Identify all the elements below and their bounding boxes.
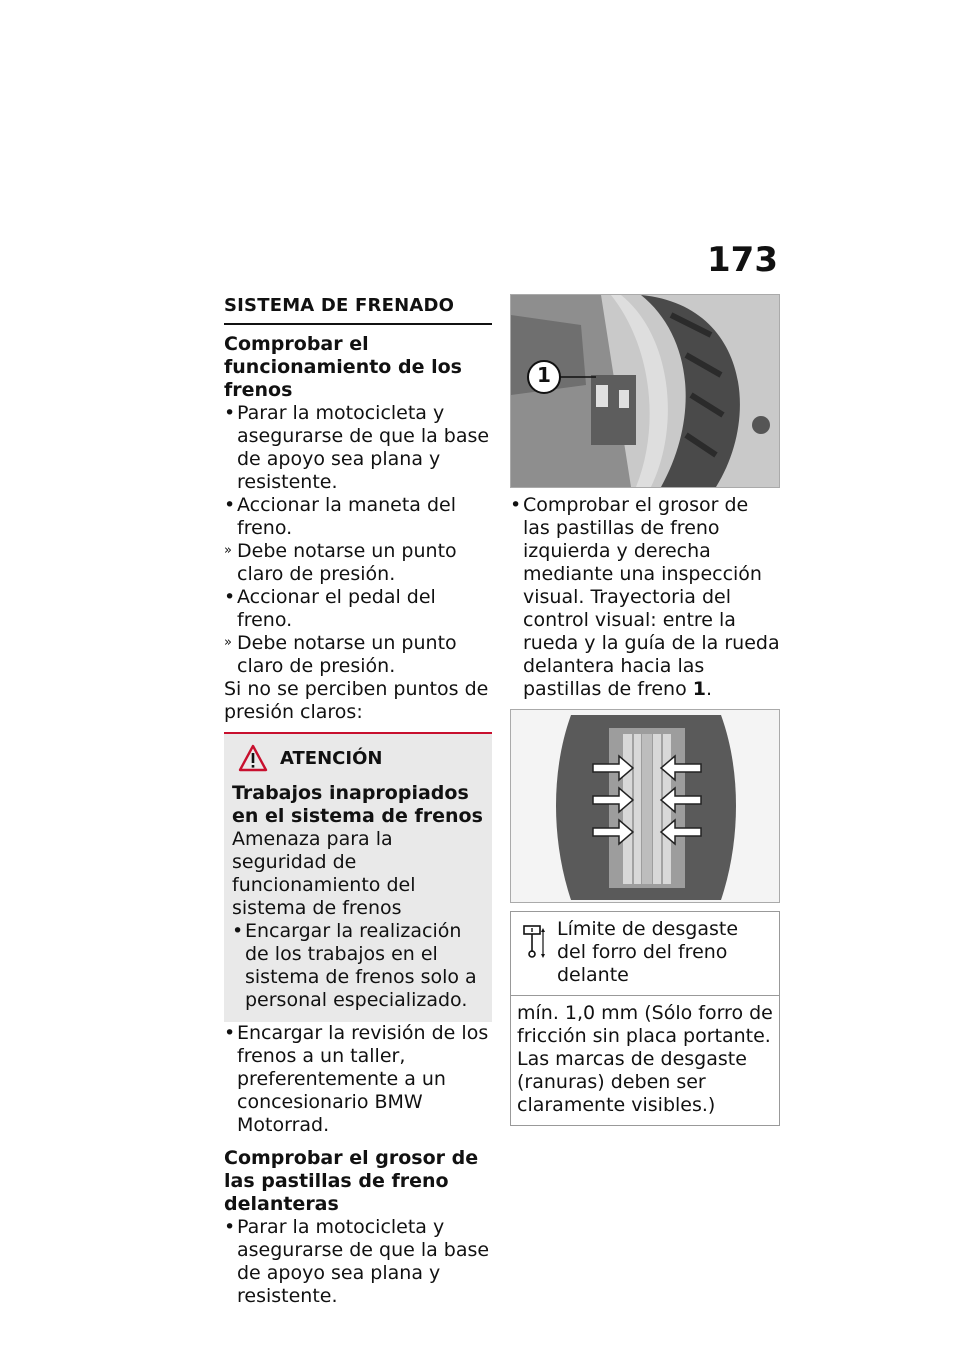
callout-ref-1: 1 (692, 678, 706, 700)
figure-brake-pads (510, 709, 780, 903)
warning-triangle-icon (238, 744, 268, 772)
spec-box-wear-limit (510, 911, 780, 1126)
result-item: » Debe notarse un punto claro de presión. (224, 540, 457, 585)
figure-callout-1: 1 (537, 363, 551, 387)
warning-header (232, 744, 484, 772)
result-item: » Debe notarse un punto claro de presión. (224, 632, 457, 677)
warning-consequence: Amenaza para la seguridad de funcionamiento del sistema de frenos (232, 828, 416, 919)
page-number: 173 (707, 240, 778, 280)
right-column (510, 294, 780, 1126)
section-title: SISTEMA DE FRENADO (224, 294, 492, 325)
warning-title: ATENCIÓN (280, 747, 383, 769)
brake-wear-gauge-icon (521, 924, 547, 960)
step-item: • Parar la motocicleta y asegurarse de que la base de apoyo sea plana y resistente. (224, 402, 490, 493)
front-wheel-illustration (511, 295, 779, 487)
warning-steps (232, 920, 484, 1012)
warning-hazard: Trabajos inapropiados en el sistema de frenos (232, 782, 483, 827)
step-item: • Accionar la maneta del freno. (224, 494, 457, 539)
step-item: • Encargar la revisión de los frenos a un taller, preferentemente a un concesionario BMW Motorrad. (224, 1022, 489, 1136)
subheading-brake-function: Comprobar el funcionamiento de los frenos (224, 333, 462, 401)
paragraph-no-pressure: Si no se perciben puntos de presión claros: (224, 678, 489, 723)
step-item: • Accionar el pedal del freno. (224, 586, 436, 631)
warning-box (224, 732, 492, 1022)
steps-brake-pads (224, 1216, 492, 1308)
steps-brake-function (224, 402, 492, 678)
step-item: • Encargar la realización de los trabajos en el sistema de frenos solo a personal especializado. (232, 920, 477, 1011)
spec-header (511, 912, 779, 996)
left-column (224, 294, 492, 1308)
subheading-brake-pads: Comprobar el grosor de las pastillas de freno delanteras (224, 1147, 479, 1215)
brake-pads-illustration (511, 710, 779, 902)
step-item: • Comprobar el grosor de las pastillas de freno izquierda y derecha mediante una inspección visual. Trayectoria del control visual: entre la rueda y la guía de la rueda delantera hacia las pastillas de freno 1. (510, 494, 780, 700)
step-item: • Parar la motocicleta y asegurarse de que la base de apoyo sea plana y resistente. (224, 1216, 490, 1307)
steps-visual-inspection (510, 494, 780, 701)
spec-body: mín. 1,0 mm (Sólo forro de fricción sin placa portante. Las marcas de desgaste (ranuras) deben ser claramente visibles.) (517, 1002, 773, 1116)
spec-title: Límite de desgaste del forro del freno delante (557, 918, 739, 986)
figure-front-wheel-brake (510, 294, 780, 488)
steps-workshop (224, 1022, 492, 1137)
